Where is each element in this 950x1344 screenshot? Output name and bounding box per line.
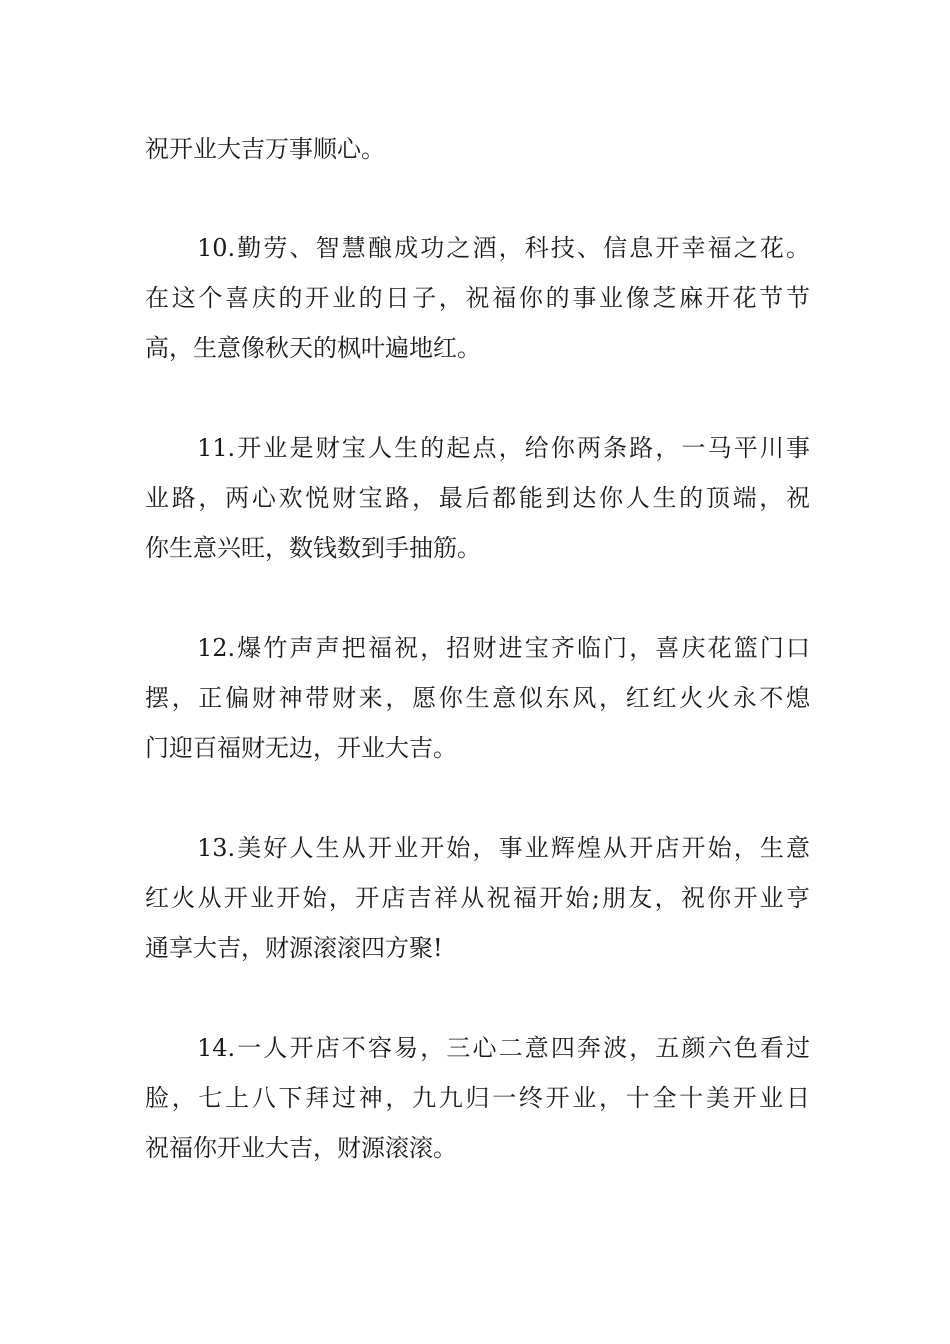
paragraph-line: 12.爆竹声声把福祝，招财进宝齐临门，喜庆花篮门口 bbox=[197, 634, 810, 662]
paragraph-line: 10.勤劳、智慧酿成功之酒，科技、信息开幸福之花。 bbox=[197, 234, 810, 262]
paragraph-line: 红火从开业开始，开店吉祥从祝福开始;朋友，祝你开业亨 bbox=[145, 884, 810, 912]
paragraph-line: 11.开业是财宝人生的起点，给你两条路，一马平川事 bbox=[197, 434, 810, 462]
paragraph-line: 脸，七上八下拜过神，九九归一终开业，十全十美开业日 bbox=[145, 1084, 810, 1112]
paragraph-line: 祝福你开业大吉，财源滚滚。 bbox=[145, 1134, 457, 1162]
paragraph-line: 门迎百福财无边，开业大吉。 bbox=[145, 734, 457, 762]
paragraph-line: 祝开业大吉万事顺心。 bbox=[145, 135, 385, 163]
paragraph-line: 高，生意像秋天的枫叶遍地红。 bbox=[145, 334, 481, 362]
paragraph-line: 14.一人开店不容易，三心二意四奔波，五颜六色看过 bbox=[197, 1034, 810, 1062]
paragraph-line: 13.美好人生从开业开始，事业辉煌从开店开始，生意 bbox=[197, 834, 810, 862]
paragraph-line: 你生意兴旺，数钱数到手抽筋。 bbox=[145, 534, 481, 562]
paragraph-line: 在这个喜庆的开业的日子，祝福你的事业像芝麻开花节节 bbox=[145, 284, 810, 312]
paragraph-line: 业路，两心欢悦财宝路，最后都能到达你人生的顶端，祝 bbox=[145, 484, 810, 512]
paragraph-line: 通享大吉，财源滚滚四方聚! bbox=[145, 934, 443, 962]
paragraph-line: 摆，正偏财神带财来，愿你生意似东风，红红火火永不熄 bbox=[145, 684, 810, 712]
